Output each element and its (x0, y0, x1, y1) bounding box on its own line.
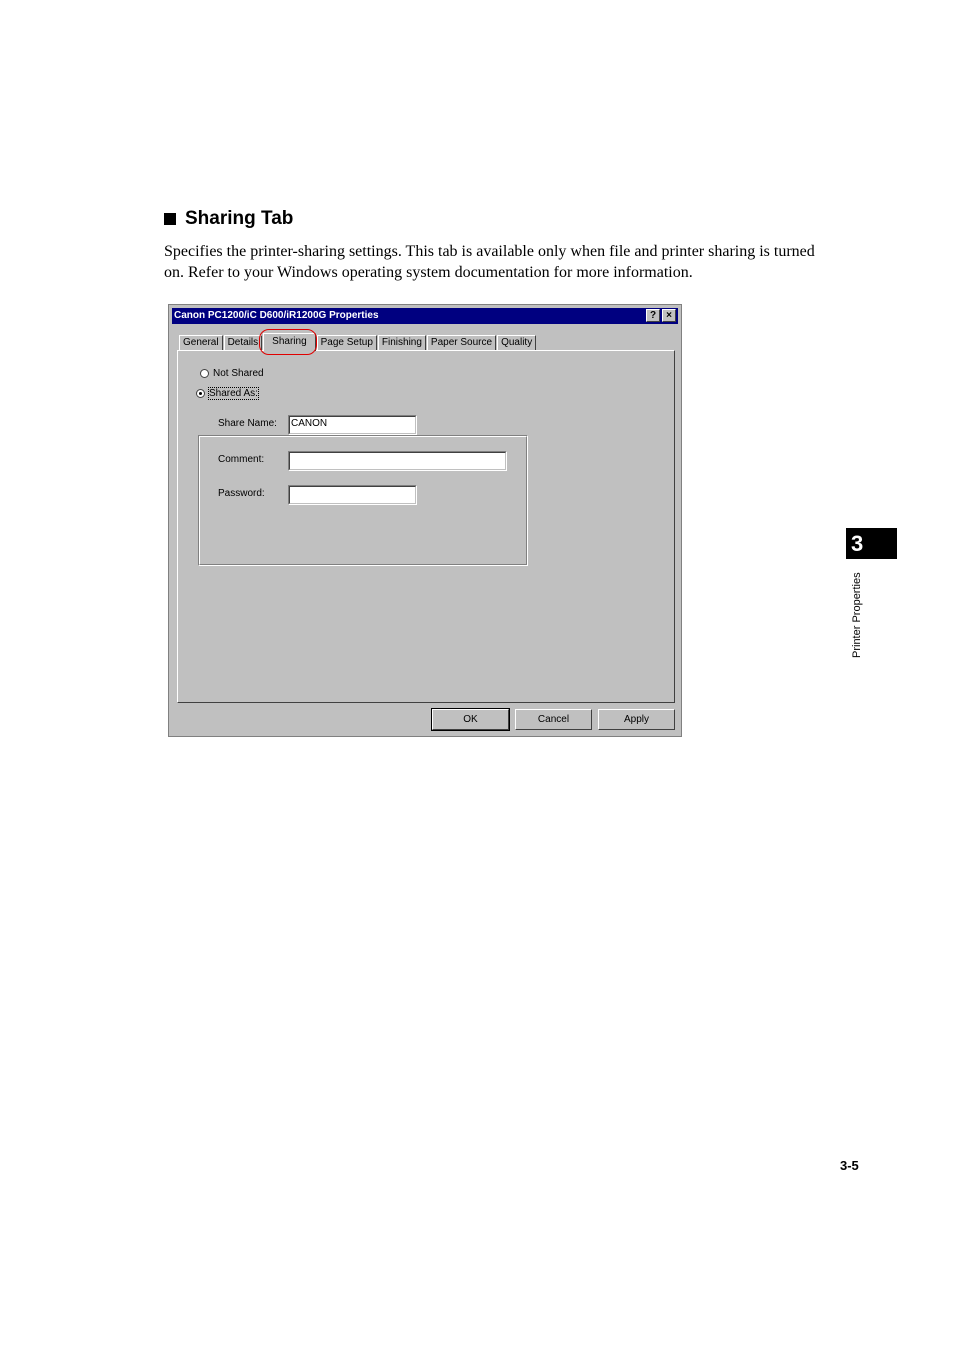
properties-dialog (168, 304, 682, 737)
tab-finishing[interactable]: Finishing (378, 335, 426, 350)
tab-page-setup[interactable]: Page Setup (317, 335, 377, 350)
intro-paragraph: Specifies the printer-sharing settings. This tab is available only when file and printer sharing is turned on. Refer to your Windows operating system documentation for more information. (164, 243, 815, 281)
tab-highlight-ring (259, 329, 317, 355)
shared-as-radio[interactable] (196, 389, 205, 398)
dialog-title: Canon PC1200/iC D600/iR1200G Properties (174, 310, 379, 321)
chapter-title: Printer Properties (851, 572, 863, 658)
radio-selected-dot-icon (199, 392, 202, 395)
dialog-titlebar[interactable] (172, 308, 678, 324)
comment-label: Comment: (218, 454, 265, 465)
not-shared-label: Not Shared (213, 368, 264, 379)
chapter-number: 3 (846, 528, 897, 559)
page-number: 3-5 (840, 1158, 859, 1173)
tab-strip (179, 333, 537, 351)
square-bullet-icon (164, 213, 176, 225)
cancel-button[interactable]: Cancel (515, 709, 592, 730)
share-name-label: Share Name: (218, 418, 277, 429)
not-shared-option[interactable] (200, 368, 264, 379)
tab-general[interactable]: General (179, 335, 223, 350)
tab-paper-source[interactable]: Paper Source (427, 335, 496, 350)
tab-quality[interactable]: Quality (497, 335, 536, 350)
close-button[interactable]: × (662, 309, 676, 322)
not-shared-radio[interactable] (200, 369, 209, 378)
tab-sharing[interactable]: Sharing (263, 333, 315, 351)
share-name-input[interactable]: CANON (288, 415, 417, 435)
shared-as-label: Shared As: (209, 388, 258, 399)
apply-button[interactable]: Apply (598, 709, 675, 730)
section-heading (164, 208, 293, 230)
tab-details[interactable]: Details (224, 335, 263, 350)
sharing-panel (177, 350, 675, 703)
help-button[interactable]: ? (646, 309, 660, 322)
section-heading-text: Sharing Tab (185, 208, 294, 229)
password-input[interactable] (288, 485, 417, 505)
ok-button[interactable]: OK (432, 709, 509, 730)
shared-as-option[interactable] (192, 388, 262, 399)
comment-input[interactable] (288, 451, 507, 471)
password-label: Password: (218, 488, 265, 499)
